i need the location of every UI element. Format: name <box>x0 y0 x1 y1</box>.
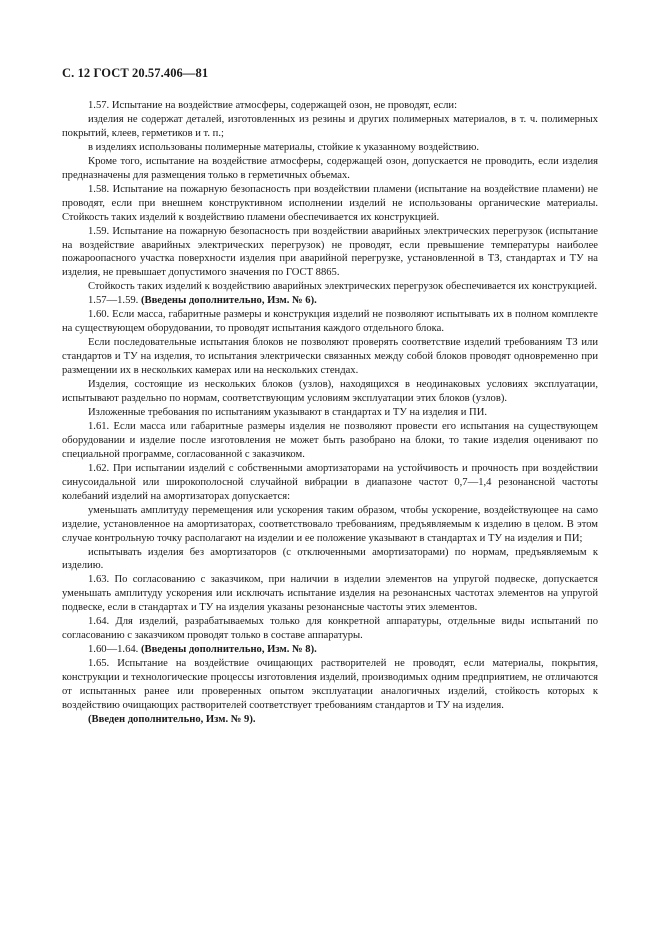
paragraph-1-60-blocks: Если последовательные испытания блоков не позволяют проверять соответствие изделий требованиям ТЗ или стандартов и ТУ на изделия, то испытания электрически связанных между собой блоков проводят одновременно при размещении их в нескольких камерах или на нескольких стендах. <box>62 337 598 377</box>
amendment-text: (Введен дополнительно, Изм. № 9). <box>88 713 256 725</box>
paragraph-1-62-item-1: уменьшать амплитуду перемещения или ускорения таким образом, чтобы ускорение, воздействующее на само изделие, установленное на амортизаторах, соответствовало требованиям, предъявляемым к изделию в целом. В этом случае контрольную точку располагают на изделии и ее положение указывают в стандартах и ТУ на изделия и ПИ; <box>62 504 598 544</box>
paragraph-1-64: 1.64. Для изделий, разрабатываемых только для конкретной аппаратуры, отдельные виды испытаний по согласованию с заказчиком проводят только в составе аппаратуры. <box>62 616 598 642</box>
amendment-text: (Введены дополнительно, Изм. № 6). <box>140 295 317 307</box>
amendment-note-9 <box>62 713 598 727</box>
paragraph-1-63: 1.63. По согласованию с заказчиком, при наличии в изделии элементов на упругой подвеске, допускается уменьшать амплитуду ускорения или исключать испытание изделия на резонансных частотах элементов на упругой подвеске, если в стандартах и ТУ на изделия указаны резонансные частоты этих элементов. <box>62 574 598 614</box>
paragraph-1-57-note: Кроме того, испытание на воздействие атмосферы, содержащей озон, допускается не проводить, если изделия предназначены для размещения только в герметичных объемах. <box>62 155 598 181</box>
amendment-text: (Введены дополнительно, Изм. № 8). <box>140 644 317 656</box>
page-header: С. 12 ГОСТ 20.57.406—81 <box>62 66 209 80</box>
paragraph-1-57: 1.57. Испытание на воздействие атмосферы, содержащей озон, не проводят, если: <box>88 100 458 111</box>
paragraph-1-60-requirements: Изложенные требования по испытаниям указывают в стандартах и ТУ на изделия и ПИ. <box>88 406 488 418</box>
amendment-note-8 <box>62 643 598 657</box>
paragraph-1-60: 1.60. Если масса, габаритные размеры и конструкция изделий не позволяют испытывать их в полном комплекте на существующем оборудовании, то проводят испытания каждого отдельного блока. <box>62 309 598 335</box>
amendment-range: 1.57—1.59. <box>88 295 141 307</box>
paragraph-1-60-units: Изделия, состоящие из нескольких блоков (узлов), находящихся в неодинаковых условиях эксплуатации, испытывают раздельно по нормам, соответствующим условиям эксплуатации этих блоков (узлов). <box>62 379 598 405</box>
paragraph-1-58: 1.58. Испытание на пожарную безопасность при воздействии пламени (испытание на воздействие пламени) не проводят, если при внешнем конструктивном исполнении изделий не использованы органические материалы. Стойкость таких изделий к воздействию пламени обеспечивается их конструкцией. <box>62 183 598 223</box>
amendment-note-6 <box>62 294 598 308</box>
paragraph-1-62: 1.62. При испытании изделий с собственными амортизаторами на устойчивость и прочность при воздействии синусоидальной или широкополосной случайной вибрации в диапазоне частот 0,7—1,4 резонансной частоты колебаний изделий на амортизаторах допускается: <box>62 462 598 502</box>
document-body <box>62 99 598 727</box>
paragraph-1-65: 1.65. Испытание на воздействие очищающих растворителей не проводят, если материалы, покрытия, конструкции и технологические процессы изготовления изделий, производимых одним предприятием, не отличаются от испытанных ранее или проверенных опытом эксплуатации аналогичных изделий, стойкость которых к воздействию очищающих растворителей соответствует требованиям стандартов и ТУ на изделия. <box>62 658 598 711</box>
paragraph-1-57-item-2: в изделиях использованы полимерные материалы, стойкие к указанному воздействию. <box>88 141 480 153</box>
amendment-range: 1.60—1.64. <box>88 644 141 656</box>
paragraph-1-57-item-1: изделия не содержат деталей, изготовленных из резины и других полимерных материалов, в т. ч. полимерных покрытий, клеев, герметиков и т. п.; <box>62 113 598 139</box>
paragraph-1-62-item-2: испытывать изделия без амортизаторов (с отключенными амортизаторами) по нормам, предъявляемым к изделию. <box>62 546 598 572</box>
paragraph-1-61: 1.61. Если масса или габаритные размеры изделия не позволяют провести его испытания на существующем оборудовании и изделие после изготовления не может быть разобрано на блоки, то такие изделия оценивают по специальной программе, согласованной с заказчиком. <box>62 420 598 460</box>
paragraph-1-59-note: Стойкость таких изделий к воздействию аварийных электрических перегрузок обеспечивается их конструкцией. <box>88 281 597 293</box>
paragraph-1-59: 1.59. Испытание на пожарную безопасность при воздействии аварийных электрических перегрузок (испытание на воздействие аварийных электрических перегрузок) не проводят, если превышение температуры наиболее пожароопасного участка поверхности изделия при аварийной перегрузке, установленной в ТЗ, стандартах и ТУ на изделия, не превышает допустимого значения по ГОСТ 8865. <box>62 225 598 279</box>
